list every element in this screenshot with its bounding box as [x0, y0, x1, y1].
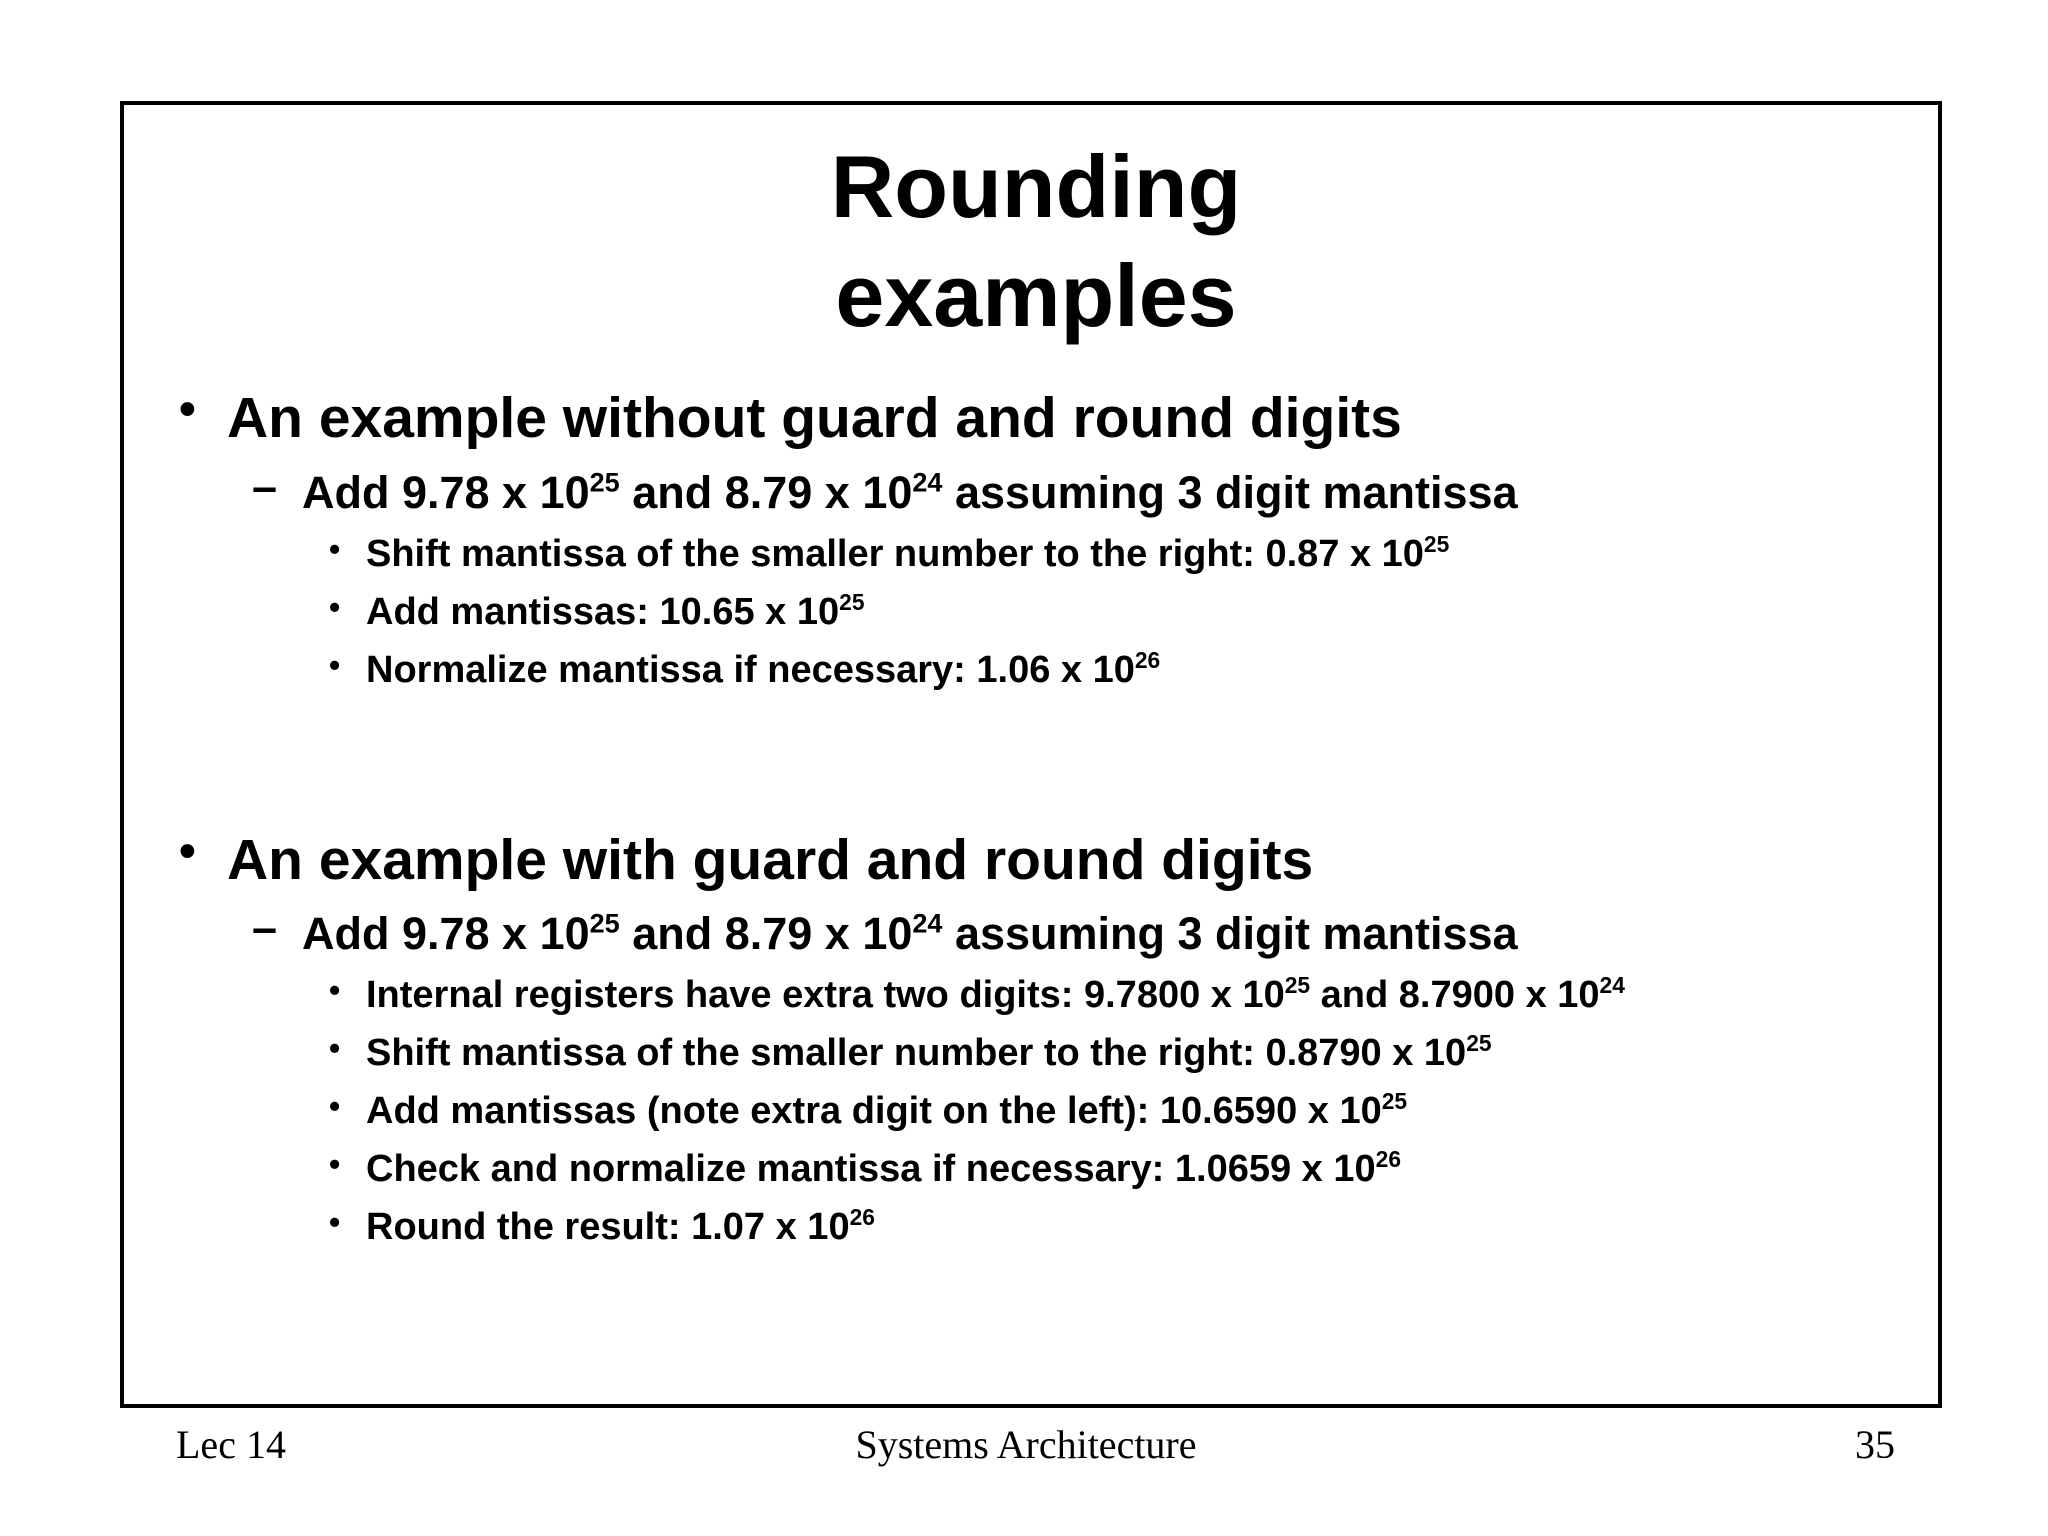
dash-icon: – [252, 902, 278, 953]
sub-text-part3: assuming 3 digit mantissa [942, 908, 1518, 959]
bullet-icon: • [329, 1204, 341, 1240]
section1-step [329, 646, 1161, 691]
section2-step [329, 971, 1625, 1016]
step-exponent: 25 [839, 588, 865, 615]
section1-step [329, 530, 1450, 575]
sub-text-part1: Add 9.78 x 10 [302, 908, 590, 959]
bullet-icon: • [179, 383, 196, 436]
sub-exponent-2: 24 [912, 908, 943, 939]
section2-heading-text: An example with guard and round digits [227, 828, 1314, 892]
section1-subpoint [252, 461, 1518, 518]
sub-exponent-1: 25 [589, 467, 620, 498]
step-text: Shift mantissa of the smaller number to the right: 0.8790 x 10 [366, 1032, 1467, 1074]
bullet-icon: • [329, 1146, 341, 1182]
step-text-part2: and 8.7900 x 10 [1310, 974, 1600, 1016]
step-text: Add mantissas (note extra digit on the left): 10.6590 x 10 [366, 1090, 1382, 1132]
step-text: Check and normalize mantissa if necessary: 1.0659 x 10 [366, 1148, 1376, 1190]
section2-subpoint [252, 902, 1518, 959]
step-text: Round the result: 1.07 x 10 [366, 1206, 850, 1248]
section2-step [329, 1029, 1492, 1074]
step-exponent: 26 [849, 1203, 875, 1230]
sub-exponent-2: 24 [912, 467, 943, 498]
dash-icon: – [252, 461, 278, 512]
bullet-icon: • [329, 972, 341, 1008]
step-exponent: 25 [1284, 971, 1311, 998]
step-exponent: 25 [1381, 1087, 1408, 1114]
sub-exponent-1: 25 [589, 908, 620, 939]
slide-title [0, 132, 2048, 350]
footer-lecture: Lec 14 [176, 1422, 286, 1467]
bullet-icon: • [329, 1088, 341, 1124]
step-text: Internal registers have extra two digits: 9.7800 x 10 [366, 974, 1285, 1016]
section2-step [329, 1145, 1401, 1190]
section1-step [329, 588, 865, 633]
title-line-1: Rounding [830, 137, 1242, 236]
section2-step [329, 1203, 875, 1248]
footer-page-number: 35 [1855, 1422, 1895, 1467]
footer-course-title: Systems Architecture [855, 1422, 1197, 1467]
section1-heading-text: An example without guard and round digits [227, 386, 1402, 450]
section2-step [329, 1087, 1408, 1132]
section2-heading [179, 825, 1314, 892]
bullet-icon: • [329, 1030, 341, 1066]
step-text: Shift mantissa of the smaller number to the right: 0.87 x 10 [366, 533, 1424, 575]
sub-text-part2: and 8.79 x 10 [619, 908, 913, 959]
step-text: Add mantissas: 10.65 x 10 [366, 591, 840, 633]
bullet-icon: • [329, 589, 341, 625]
sub-text-part1: Add 9.78 x 10 [302, 467, 590, 518]
step-exponent: 26 [1375, 1145, 1401, 1172]
sub-text-part3: assuming 3 digit mantissa [942, 467, 1518, 518]
step-exponent: 26 [1134, 646, 1161, 673]
step-text: Normalize mantissa if necessary: 1.06 x 10 [366, 649, 1135, 691]
bullet-icon: • [329, 647, 341, 683]
step-exponent: 25 [1423, 530, 1450, 557]
title-line-2: examples [835, 246, 1237, 345]
bullet-icon: • [179, 825, 196, 878]
sub-text-part2: and 8.79 x 10 [619, 467, 913, 518]
bullet-icon: • [329, 531, 341, 567]
step-exponent: 25 [1466, 1029, 1492, 1056]
step-exponent-2: 24 [1599, 971, 1625, 998]
section1-heading [179, 383, 1402, 450]
